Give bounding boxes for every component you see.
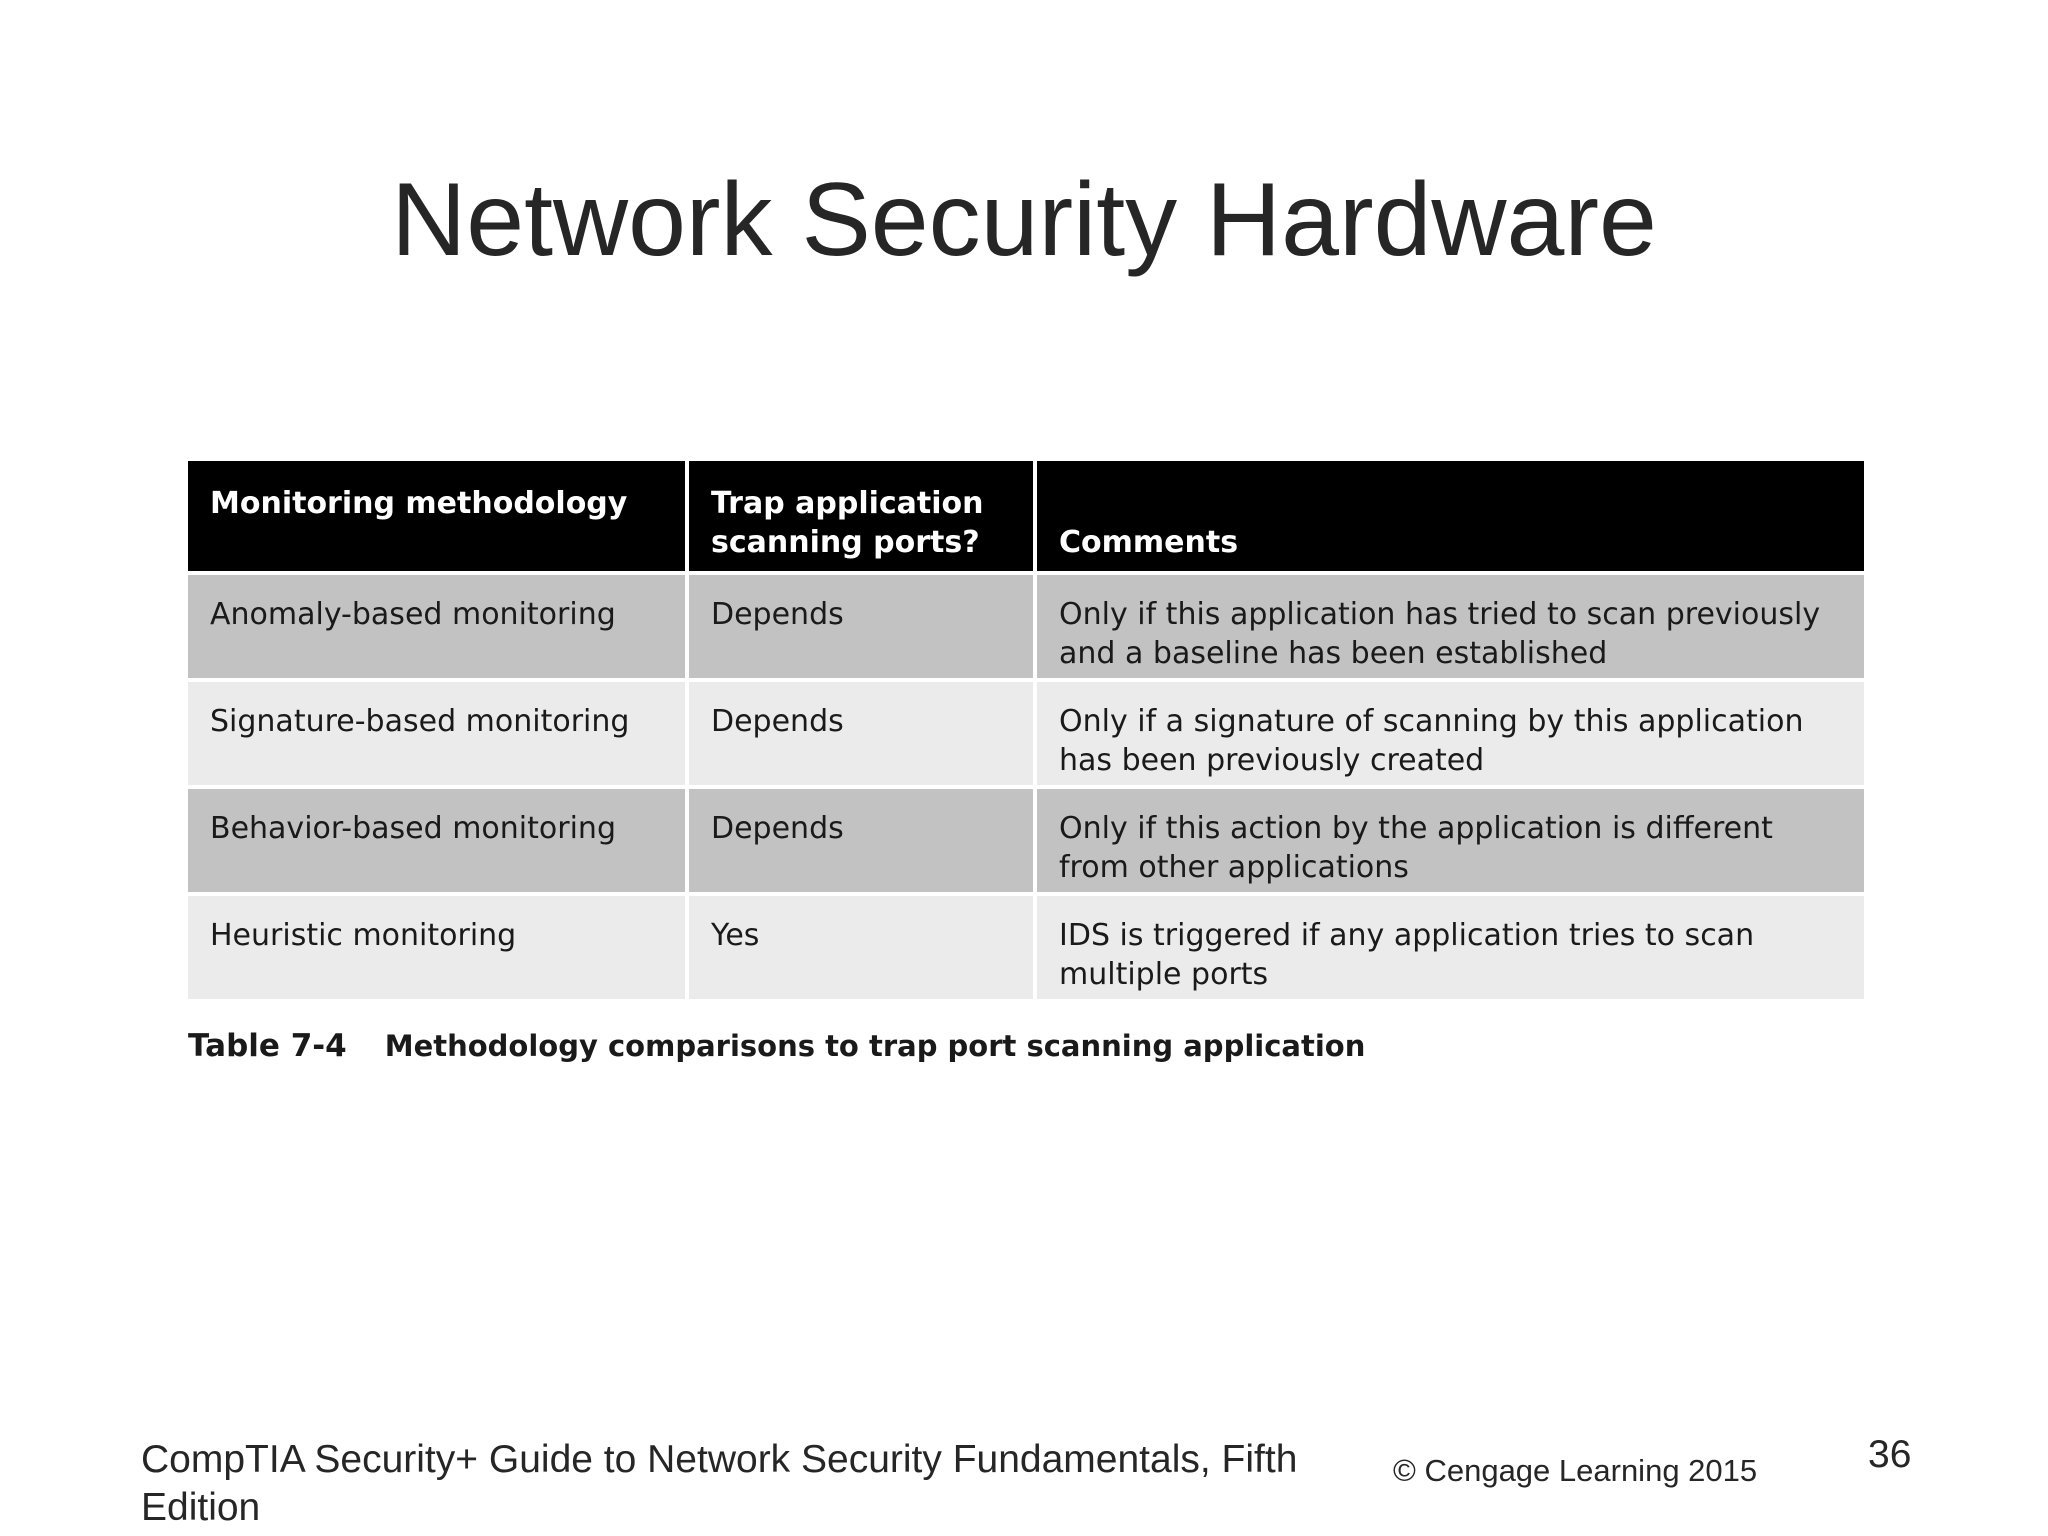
comments-cell: Only if this application has tried to scan previously and a baseline has been established <box>1037 575 1864 682</box>
methodology-cell: Behavior-based monitoring <box>188 789 689 896</box>
table-row <box>188 789 1864 896</box>
trap-cell: Depends <box>689 789 1037 896</box>
comments-cell: Only if this action by the application is different from other applications <box>1037 789 1864 896</box>
methodology-cell: Anomaly-based monitoring <box>188 575 689 682</box>
methodology-cell: Heuristic monitoring <box>188 896 689 1003</box>
table-row <box>188 896 1864 1003</box>
table-caption-text: Methodology comparisons to trap port scanning application <box>384 1029 1366 1063</box>
table-header-row <box>188 461 1864 575</box>
trap-cell: Depends <box>689 575 1037 682</box>
trap-cell: Yes <box>689 896 1037 1003</box>
trap-cell: Depends <box>689 682 1037 789</box>
footer-book-title: CompTIA Security+ Guide to Network Security Fundamentals, Fifth Edition <box>141 1438 1298 1529</box>
methodology-cell: Signature-based monitoring <box>188 682 689 789</box>
table-caption-label: Table 7-4 <box>188 1028 347 1064</box>
comments-cell: Only if a signature of scanning by this application has been previously created <box>1037 682 1864 789</box>
header-comments: Comments <box>1037 461 1864 575</box>
methodology-table <box>188 461 1864 1003</box>
slide-title: Network Security Hardware <box>391 162 1657 278</box>
footer-page-number: 36 <box>1868 1433 1912 1476</box>
header-trap-application: Trap application scanning ports? <box>689 461 1037 575</box>
table-row <box>188 575 1864 682</box>
table-row <box>188 682 1864 789</box>
footer-copyright: © Cengage Learning 2015 <box>1393 1453 1758 1488</box>
comments-cell: IDS is triggered if any application tries to scan multiple ports <box>1037 896 1864 1003</box>
header-monitoring-methodology: Monitoring methodology <box>188 461 689 575</box>
methodology-table-container <box>188 461 1864 1064</box>
table-caption <box>188 1028 1864 1064</box>
